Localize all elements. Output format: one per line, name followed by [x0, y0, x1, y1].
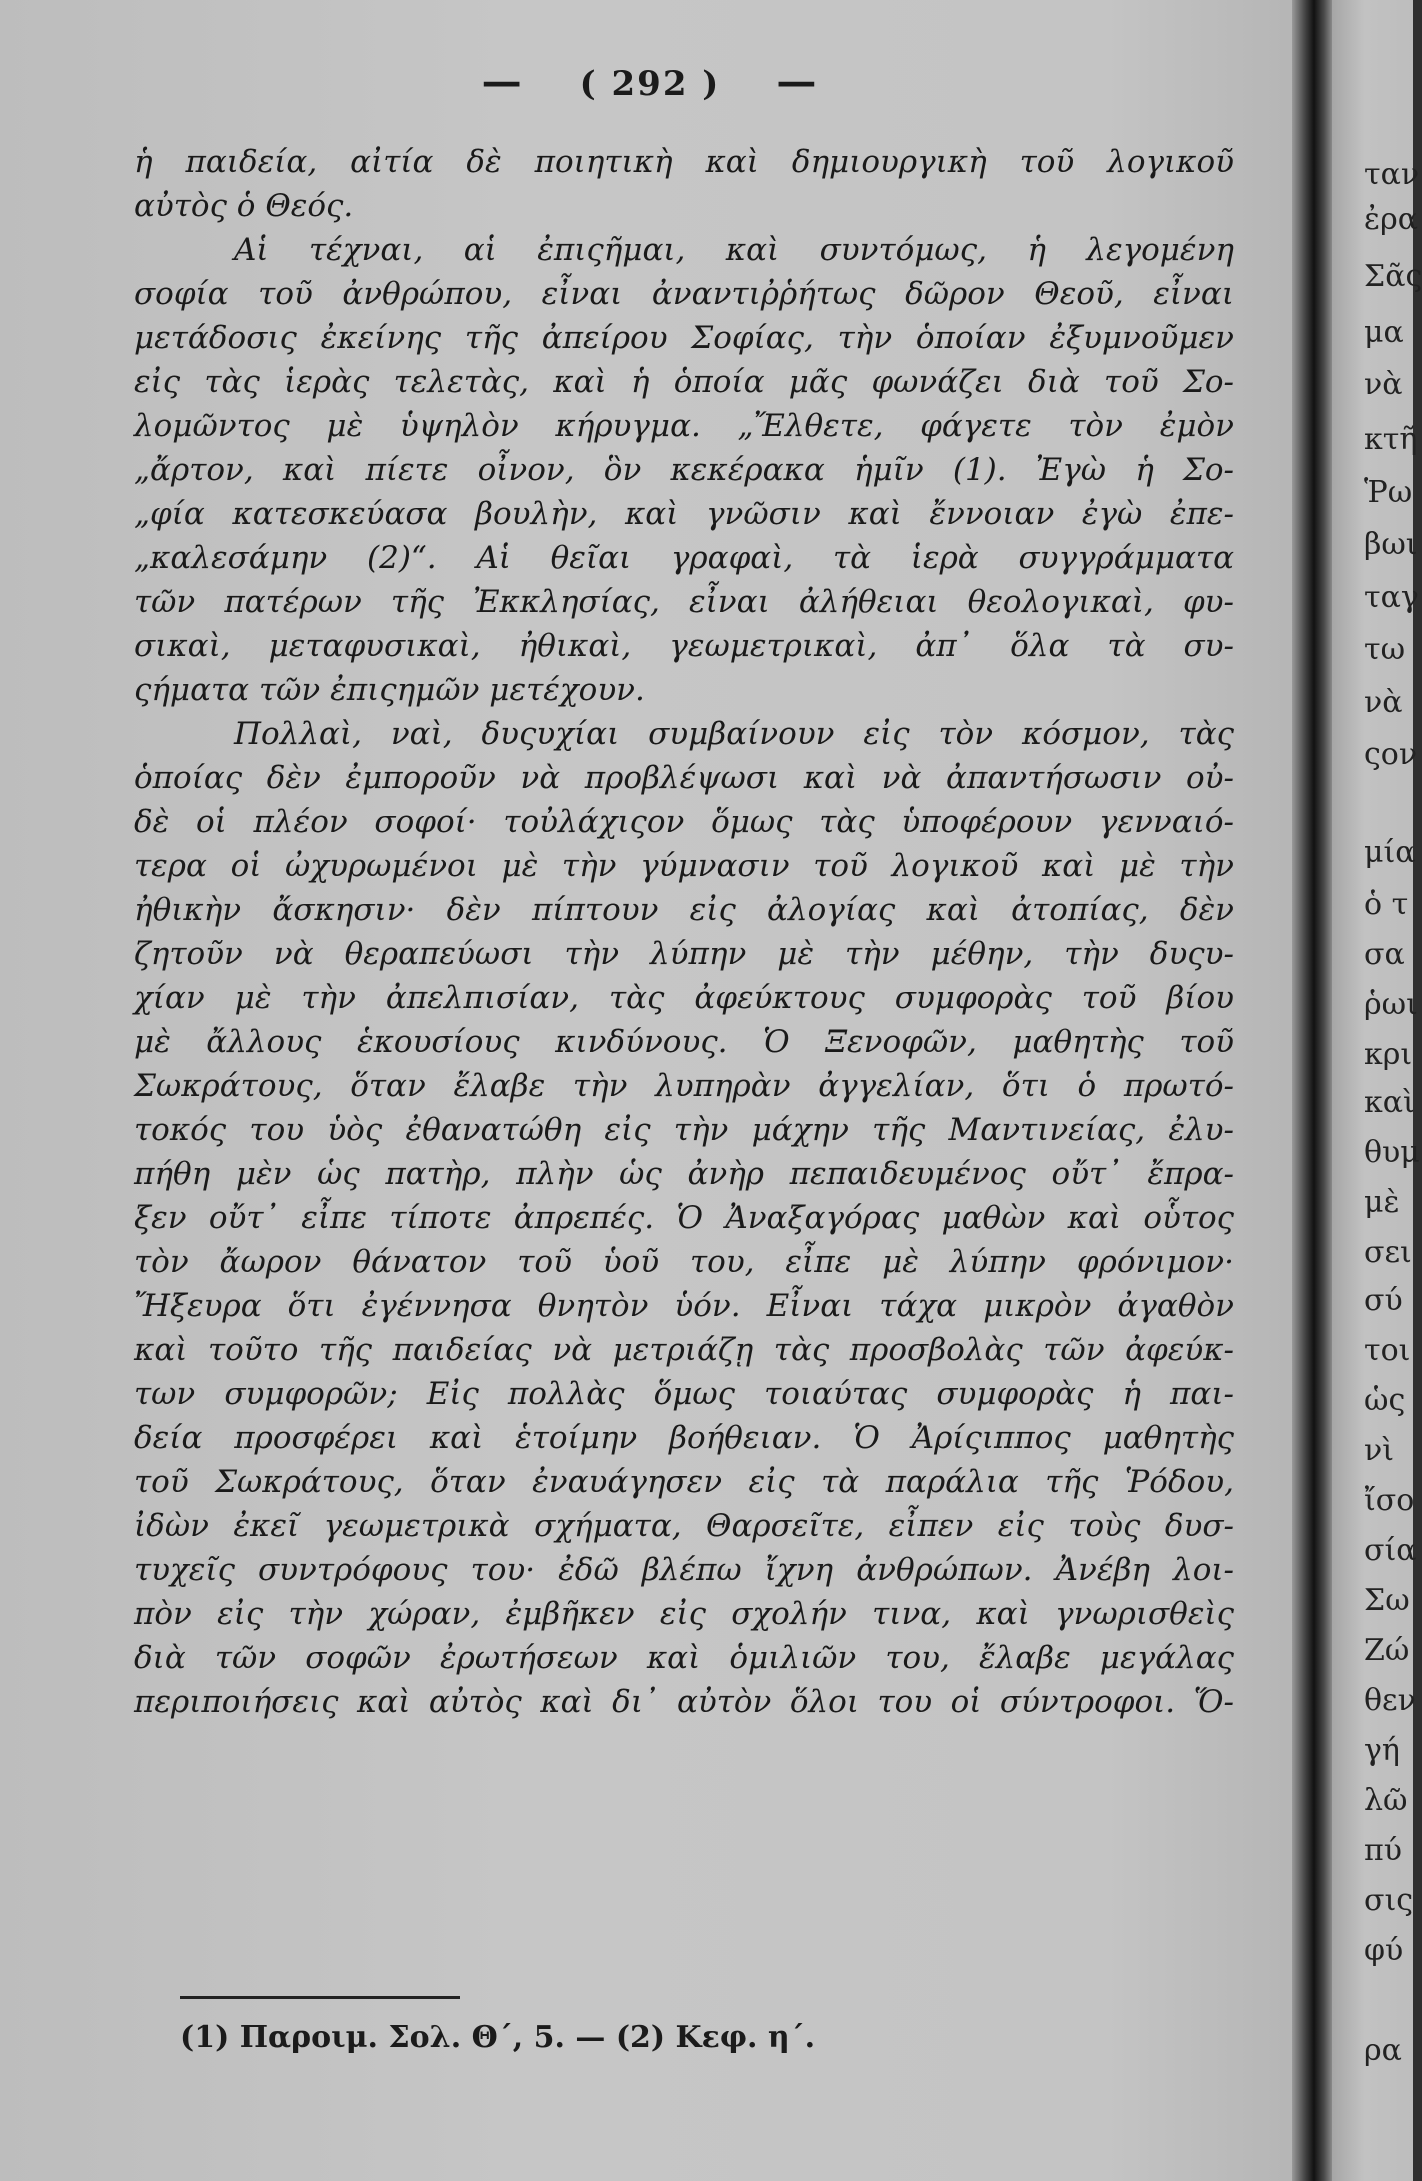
adjacent-page-fragment: γή [1364, 1733, 1400, 1768]
footnote-rule [180, 1996, 460, 1999]
text-line: ςήματα τῶν ἐπιςημῶν μετέχουν. [134, 672, 645, 708]
adjacent-page-fragment: μὲ [1364, 1185, 1400, 1220]
adjacent-page-fragment: νὶ [1364, 1433, 1394, 1468]
adjacent-page-fragment: κρι [1364, 1037, 1413, 1072]
adjacent-page-fragment: κτῆ [1364, 422, 1418, 457]
adjacent-page-fragment: καὶ [1364, 1085, 1415, 1120]
header-dash-right: — [776, 58, 819, 105]
text-line: τερα οἱ ὠχυρωμένοι μὲ τὴν γύμνασιν τοῦ λογικοῦ καὶ μὲ τὴν [134, 848, 1234, 884]
text-line: καὶ τοῦτο τῆς παιδείας νὰ μετριάζῃ τὰς προσβολὰς τῶν ἀφεύκ- [134, 1332, 1234, 1368]
adjacent-page-fragment: σα [1364, 937, 1405, 972]
text-line: μετάδοσις ἐκείνης τῆς ἀπείρου Σοφίας, τὴν ὁποίαν ἐξυμνοῦμεν [134, 320, 1234, 356]
text-line: ζητοῦν νὰ θεραπεύωσι τὴν λύπην μὲ τὴν μέθην, τὴν δυςυ- [134, 936, 1234, 972]
text-line: „ἄρτον, καὶ πίετε οἶνον, ὃν κεκέρακα ἡμῖν (1). Ἐγὼ ἡ Σο- [134, 452, 1234, 488]
adjacent-page-fragment: θυμ [1364, 1135, 1420, 1170]
text-line: Σωκράτους, ὅταν ἔλαβε τὴν λυπηρὰν ἀγγελίαν, ὅτι ὁ πρωτό- [134, 1068, 1234, 1104]
text-line: τὸν ἄωρον θάνατον τοῦ ὑοῦ του, εἶπε μὲ λύπην φρόνιμον· [134, 1244, 1234, 1280]
text-line: εἰς τὰς ἱερὰς τελετὰς, καὶ ἡ ὁποία μᾶς φωνάζει διὰ τοῦ Σο- [134, 364, 1234, 400]
adjacent-page-fragment: σύ [1364, 1283, 1403, 1318]
text-line: τοῦ Σωκράτους, ὅταν ἐναυάγησεν εἰς τὰ παράλια τῆς Ῥόδου, [134, 1464, 1234, 1500]
adjacent-page-fragment: βωι [1364, 527, 1418, 562]
text-line: σικαὶ, μεταφυσικαὶ, ἠθικαὶ, γεωμετρικαὶ, ἀπ᾽ ὅλα τὰ συ- [134, 628, 1234, 664]
adjacent-page-fragment: ρα [1364, 2033, 1402, 2068]
page-number: ( 292 ) [579, 64, 721, 104]
adjacent-page-fragment: ὡς [1364, 1383, 1406, 1418]
text-line: τοκός του ὑὸς ἐθανατώθη εἰς τὴν μάχην τῆς Μαντινείας, ἐλυ- [134, 1112, 1234, 1148]
text-line: μὲ ἄλλους ἑκουσίους κινδύνους. Ὁ Ξενοφῶν, μαθητὴς τοῦ [134, 1024, 1234, 1060]
binding-gutter [1292, 0, 1332, 2181]
adjacent-page-fragment: ὁ τ [1364, 887, 1409, 922]
adjacent-page-fragment: σει [1364, 1235, 1412, 1270]
adjacent-page-fragment: σις [1364, 1883, 1414, 1918]
header-dash-left: — [481, 58, 524, 105]
text-line: δεία προσφέρει καὶ ἑτοίμην βοήθειαν. Ὁ Ἀρίςιππος μαθητὴς [134, 1420, 1234, 1456]
adjacent-page-fragment: φύ [1364, 1933, 1404, 1968]
text-line: ἡ παιδεία, αἰτία δὲ ποιητικὴ καὶ δημιουργικὴ τοῦ λογικοῦ [134, 144, 1234, 180]
adjacent-page-fragment: ταγ [1364, 580, 1419, 615]
adjacent-page-fragment: μία [1364, 835, 1416, 870]
text-line: Ἤξευρα ὅτι ἐγέννησα θνητὸν ὑόν. Εἶναι τάχα μικρὸν ἀγαθὸν [134, 1288, 1234, 1324]
adjacent-page-fragment: Ῥω [1364, 475, 1413, 510]
adjacent-page-fragment: Σᾶς [1364, 259, 1422, 294]
adjacent-page-fragment: Σω [1364, 1583, 1410, 1618]
adjacent-page-edge [1332, 0, 1422, 2181]
text-line: „καλεσάμην (2)“. Αἱ θεῖαι γραφαὶ, τὰ ἱερὰ συγγράμματα [134, 540, 1234, 576]
footnote: (1) Παροιμ. Σολ. Θ΄, 5. — (2) Κεφ. η΄. [180, 2020, 816, 2055]
adjacent-page-fragment: νὰ [1364, 367, 1403, 402]
adjacent-page-fragment: ταν [1364, 157, 1420, 192]
text-line: περιποιήσεις καὶ αὐτὸς καὶ δι᾽ αὐτὸν ὅλοι του οἱ σύντροφοι. Ὅ- [134, 1684, 1234, 1720]
adjacent-page-fragment: ῥωι [1364, 987, 1418, 1022]
adjacent-page-fragment: θεν [1364, 1683, 1416, 1718]
paragraph-first-line: Πολλαὶ, ναὶ, δυςυχίαι συμβαίνουν εἰς τὸν κόσμον, τὰς [234, 716, 1234, 752]
adjacent-page-fragment: ἴσο [1364, 1483, 1415, 1518]
adjacent-page-fragment: ἐρα [1364, 202, 1418, 237]
adjacent-page-fragment: νὰ [1364, 685, 1403, 720]
adjacent-page-fragment: ςον [1364, 737, 1418, 772]
body-text [134, 140, 1234, 1980]
text-line: χίαν μὲ τὴν ἀπελπισίαν, τὰς ἀφεύκτους συμφορὰς τοῦ βίου [134, 980, 1234, 1016]
page-header [0, 58, 1300, 105]
text-line: πήθη μὲν ὡς πατὴρ, πλὴν ὡς ἀνὴρ πεπαιδευμένος οὔτ᾽ ἔπρα- [134, 1156, 1234, 1192]
text-line: ἰδὼν ἐκεῖ γεωμετρικὰ σχήματα, Θαρσεῖτε, εἶπεν εἰς τοὺς δυσ- [134, 1508, 1234, 1544]
text-line: διὰ τῶν σοφῶν ἐρωτήσεων καὶ ὁμιλιῶν του, ἔλαβε μεγάλας [134, 1640, 1234, 1676]
paragraph-first-line: Αἱ τέχναι, αἱ ἐπιςῆμαι, καὶ συντόμως, ἡ λεγομένη [234, 232, 1234, 268]
text-line: ξεν οὔτ᾽ εἶπε τίποτε ἀπρεπές. Ὁ Ἀναξαγόρας μαθὼν καὶ οὗτος [134, 1200, 1234, 1236]
adjacent-page-fragment: πύ [1364, 1833, 1402, 1868]
text-line: τυχεῖς συντρόφους του· ἐδῶ βλέπω ἴχνη ἀνθρώπων. Ἀνέβη λοι- [134, 1552, 1234, 1588]
text-line: ἠθικὴν ἄσκησιν· δὲν πίπτουν εἰς ἀλογίας καὶ ἀτοπίας, δὲν [134, 892, 1234, 928]
text-line: λομῶντος μὲ ὑψηλὸν κήρυγμα. „Ἔλθετε, φάγετε τὸν ἐμὸν [134, 408, 1234, 444]
text-line: τῶν πατέρων τῆς Ἐκκλησίας, εἶναι ἀλήθειαι θεολογικαὶ, φυ- [134, 584, 1234, 620]
text-line: πὸν εἰς τὴν χώραν, ἐμβῆκεν εἰς σχολήν τινα, καὶ γνωρισθεὶς [134, 1596, 1234, 1632]
adjacent-page-fragment: σία [1364, 1533, 1417, 1568]
text-line: των συμφορῶν; Εἰς πολλὰς ὅμως τοιαύτας συμφορὰς ἡ παι- [134, 1376, 1234, 1412]
adjacent-page-fragment: λῶ [1364, 1783, 1408, 1818]
adjacent-page-fragment: μα [1364, 315, 1404, 350]
text-line: „φία κατεσκεύασα βουλὴν, καὶ γνῶσιν καὶ ἔννοιαν ἐγὼ ἐπε- [134, 496, 1234, 532]
text-line: αὐτὸς ὁ Θεός. [134, 188, 354, 224]
text-line: δὲ οἱ πλέον σοφοί· τοὐλάχιςον ὅμως τὰς ὑποφέρουν γενναιό- [134, 804, 1234, 840]
adjacent-page-fragment: Ζώ [1364, 1633, 1410, 1668]
adjacent-page-fragment: τω [1364, 632, 1406, 667]
text-line: ὁποίας δὲν ἐμποροῦν νὰ προβλέψωσι καὶ νὰ ἀπαντήσωσιν οὐ- [134, 760, 1234, 796]
adjacent-page-fragment: τοι [1364, 1333, 1411, 1368]
text-line: σοφία τοῦ ἀνθρώπου, εἶναι ἀναντιῤῥήτως δῶρον Θεοῦ, εἶναι [134, 276, 1234, 312]
